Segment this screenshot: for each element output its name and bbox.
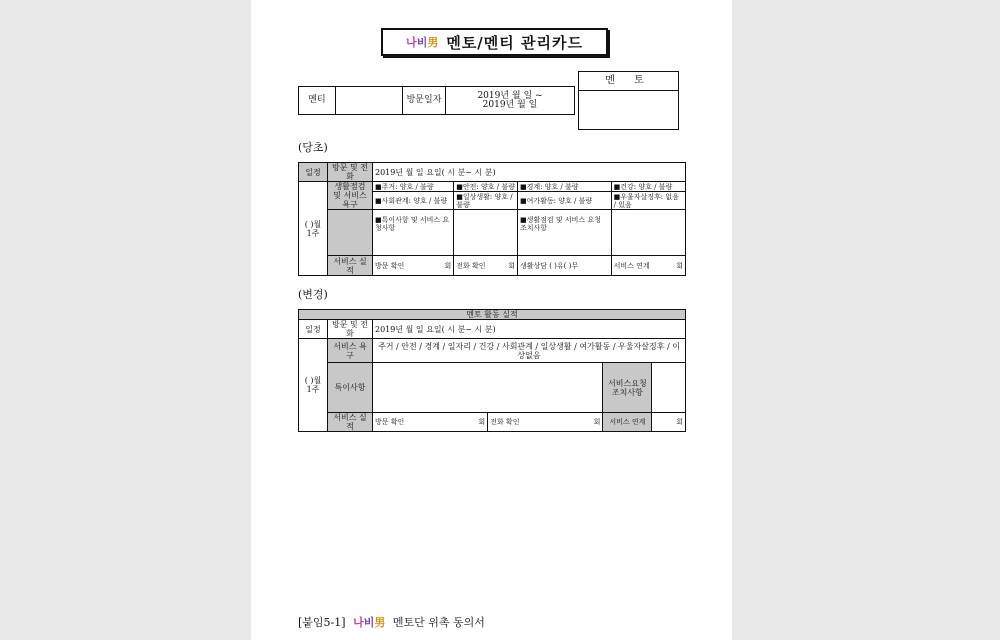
original-plan-table: [298, 162, 686, 276]
section-changed-heading: (변경): [298, 288, 328, 301]
nabinam-logo: 나비男: [406, 36, 439, 49]
mentee-name-cell[interactable]: [336, 87, 403, 115]
need-social[interactable]: ■사회관계: 양호 / 불량: [373, 192, 454, 210]
need-leisure[interactable]: ■여가활동: 양호 / 불량: [517, 192, 611, 210]
visit-date-range[interactable]: 2019년 월 일 ~ 2019년 월 일: [446, 87, 575, 115]
need-housing[interactable]: ■주거: 양호 / 불량: [373, 182, 454, 192]
service-link-label: 서비스 연계: [603, 413, 652, 432]
action-label: ■생활점검 및 서비스 요청 조치사항: [517, 210, 611, 256]
mentor-box: [578, 71, 679, 130]
special-notes-cell[interactable]: [454, 210, 518, 256]
week-cell: ( )월 1주: [299, 339, 328, 432]
visit-confirm[interactable]: 방문 확인 회: [373, 413, 488, 432]
attachment-label: [붙임5-1]: [298, 616, 346, 629]
needs-options[interactable]: 주거 / 안전 / 경계 / 일자리 / 건강 / 사회관계 / 일상생활 / 여가활동 / 우울자살징후 / 이상없음: [373, 339, 686, 363]
special-notes-label: ■특이사항 및 서비스 요청사항: [373, 210, 454, 256]
title-box: [381, 28, 608, 56]
changed-plan-table: [298, 309, 686, 432]
service-link-count[interactable]: 회: [652, 413, 686, 432]
need-economy[interactable]: ■경계: 양호 / 불량: [517, 182, 611, 192]
date-time-row[interactable]: 2019년 월 일 요일( 시 분~ 시 분): [373, 163, 686, 182]
need-daily-life[interactable]: ■일상생활: 양호 / 불량: [454, 192, 518, 210]
visit-date-label: 방문일자: [403, 87, 446, 115]
action-label: 서비스요청 조치사항: [603, 363, 652, 413]
week-cell: ( )월 1주: [299, 182, 328, 276]
special-notes-label: 특이사항: [328, 363, 373, 413]
col-visit-phone: 방문 및 전화: [328, 320, 373, 339]
service-link[interactable]: 서비스 연계 회: [611, 256, 685, 276]
page-title: 멘토/멘티 관리카드: [446, 33, 583, 52]
action-cell[interactable]: [652, 363, 686, 413]
mentor-label: 멘 토: [579, 72, 678, 91]
footer-title: 멘토단 위촉 동의서: [392, 616, 485, 629]
mentee-label: 멘티: [299, 87, 336, 115]
col-visit-phone: 방문 및 전화: [328, 163, 373, 182]
activity-banner: 멘토 활동 실적: [299, 310, 686, 320]
needs-label: 생활점검 및 서비스 욕구: [328, 182, 373, 210]
col-schedule: 일정: [299, 320, 328, 339]
phone-confirm[interactable]: 전화 확인 회: [488, 413, 603, 432]
special-notes-cell[interactable]: [373, 363, 603, 413]
service-perf-label: 서비스 실적: [328, 413, 373, 432]
service-perf-label: 서비스 실적: [328, 256, 373, 276]
action-cell[interactable]: [611, 210, 685, 256]
need-health[interactable]: ■건강: 양호 / 불량: [611, 182, 685, 192]
need-safety[interactable]: ■안전: 양호 / 불량: [454, 182, 518, 192]
date-time-row[interactable]: 2019년 월 일 요일( 시 분~ 시 분): [373, 320, 686, 339]
nabinam-logo-small: 나비男: [353, 616, 386, 629]
mentee-info-table: [298, 86, 575, 115]
needs-label: 서비스 욕구: [328, 339, 373, 363]
footer-line: [298, 614, 485, 630]
section-original-heading: (당초): [298, 141, 328, 154]
life-consult[interactable]: 생활상담 ( )유( )무: [517, 256, 611, 276]
col-schedule: 일정: [299, 163, 328, 182]
visit-confirm[interactable]: 방문 확인 회: [373, 256, 454, 276]
phone-confirm[interactable]: 전화 확인 회: [454, 256, 518, 276]
need-depression[interactable]: ■우울자살징후: 없음 / 있음: [611, 192, 685, 210]
document-page: [251, 0, 732, 640]
